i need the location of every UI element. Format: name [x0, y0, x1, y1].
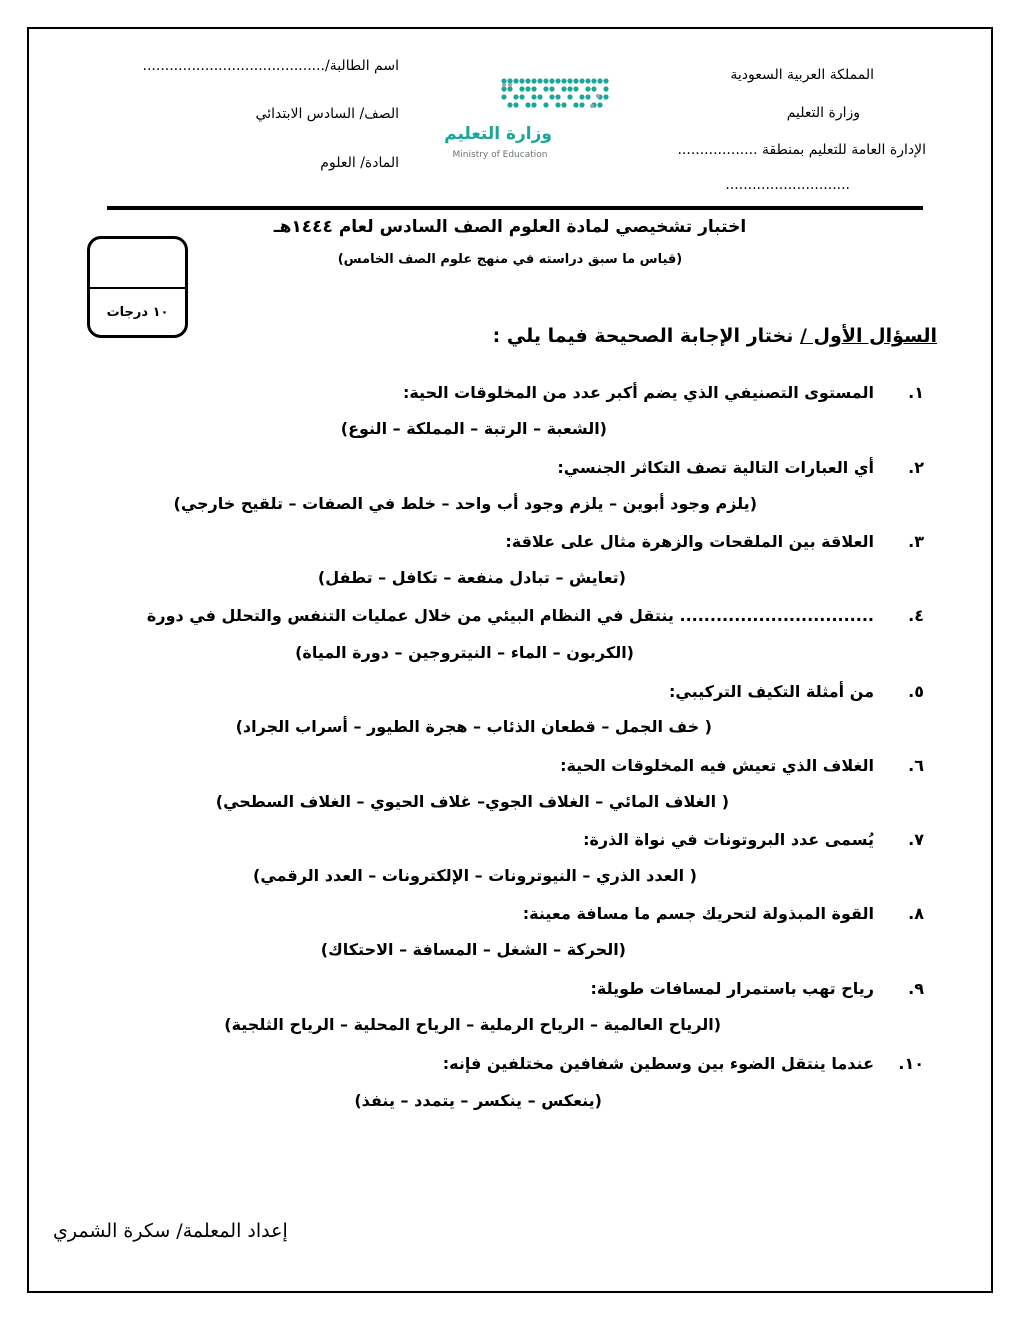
question-1-number: ١. [908, 383, 924, 402]
question-7-number: ٧. [908, 830, 924, 849]
header-rule [107, 206, 923, 210]
section-heading [493, 325, 937, 347]
logo-dot [603, 94, 608, 99]
logo-dot [507, 78, 512, 83]
logo-dot [501, 94, 506, 99]
logo-dot [561, 102, 566, 107]
question-3-number: ٣. [908, 532, 924, 551]
logo-dot [537, 78, 542, 83]
logo-dot [591, 78, 596, 83]
logo-dot [585, 78, 590, 83]
score-box-divider [90, 287, 185, 289]
exam-subtitle: (قياس ما سبق دراسته في منهج علوم الصف الخامس) [337, 252, 683, 267]
logo-dot [591, 86, 596, 91]
student-name-field: اسم الطالبة/......................................... [142, 58, 399, 74]
logo-dot [555, 102, 560, 107]
logo-dot [519, 94, 524, 99]
logo-dot [531, 86, 536, 91]
question-2-number: ٢. [908, 458, 924, 477]
logo-dot [597, 102, 602, 107]
logo-english-text: Ministry of Education [452, 150, 548, 160]
question-9-options: (الرياح العالمية – الرياح الرملية – الرياح المحلية – الرياح الثلجية) [224, 1015, 721, 1034]
logo-dot [519, 78, 524, 83]
logo-dot [537, 94, 542, 99]
logo-dot [507, 86, 512, 91]
score-label: ١٠ درجات [106, 305, 169, 320]
logo-dot [519, 86, 524, 91]
logo-dot [573, 78, 578, 83]
question-6-number: ٦. [908, 756, 924, 775]
question-4-options: (الكربون – الماء – النيتروجين – دورة المياة) [295, 643, 634, 662]
grade-label: الصف/ السادس الابتدائي [255, 106, 399, 122]
logo-dot [543, 86, 548, 91]
logo-dot [573, 86, 578, 91]
logo-dot [543, 102, 548, 107]
question-6-options: ( الغلاف المائي – الغلاف الجوي– غلاف الحيوي – الغلاف السطحي) [215, 792, 729, 811]
logo-dot [561, 78, 566, 83]
logo-arabic-text: وزارة التعليم [444, 124, 552, 144]
question-10-text: عندما ينتقل الضوء بين وسطين شفافين مختلفين فإنه: [442, 1054, 874, 1073]
logo-dot [531, 78, 536, 83]
ministry-of-education-logo [440, 76, 620, 166]
logo-dot [507, 102, 512, 107]
logo-dot [531, 102, 536, 107]
section-heading-instruction: نختار الإجابة الصحيحة فيما يلي : [492, 325, 800, 347]
question-3-text: العلاقة بين الملقحات والزهرة مثال على علاقة: [505, 532, 874, 551]
logo-dot [573, 102, 578, 107]
header-administration-dots: ............................ [725, 177, 850, 193]
logo-dot [549, 78, 554, 83]
question-3-options: (تعايش – تبادل منفعة – تكافل – تطفل) [317, 568, 626, 587]
question-1-text: المستوى التصنيفي الذي يضم أكبر عدد من المخلوقات الحية: [402, 383, 874, 402]
logo-dot [525, 86, 530, 91]
logo-dot [567, 86, 572, 91]
logo-dot [549, 94, 554, 99]
logo-dot [555, 94, 560, 99]
logo-dot [585, 94, 590, 99]
question-8-options: (الحركة – الشغل – المسافة – الاحتكاك) [320, 940, 626, 959]
question-7-options: ( العدد الذري – النيوترونات – الإلكترونات – العدد الرقمي) [253, 866, 697, 885]
question-5-number: ٥. [908, 682, 924, 701]
logo-dot [579, 94, 584, 99]
question-4-text: ................................ ينتقل في النظام البيئي من خلال عمليات التنفس والتحلل في دورة [146, 606, 874, 625]
logo-dot [531, 94, 536, 99]
question-2-options: (يلزم وجود أبوين – يلزم وجود أب واحد – خلط في الصفات – تلقيح خارجي) [173, 494, 757, 513]
header-ministry: وزارة التعليم [786, 105, 860, 121]
question-9-text: رياح تهب باستمرار لمسافات طويلة: [590, 979, 874, 998]
exam-title: اختبار تشخيصي لمادة العلوم الصف السادس لعام ١٤٤٤هـ [273, 217, 747, 237]
logo-dot [501, 86, 506, 91]
question-1-options: (الشعبة – الرتبة – المملكة – النوع) [340, 419, 607, 438]
question-6-text: الغلاف الذي تعيش فيه المخلوقات الحية: [560, 756, 874, 775]
question-4-number: ٤. [908, 606, 924, 625]
logo-dot [585, 86, 590, 91]
logo-dot [603, 78, 608, 83]
logo-dot [513, 94, 518, 99]
logo-dot [561, 86, 566, 91]
logo-dot [543, 78, 548, 83]
question-5-text: من أمثلة التكيف التركيبي: [668, 682, 874, 701]
subject-label: المادة/ العلوم [320, 155, 399, 171]
question-5-options: ( خف الجمل – قطعان الذئاب – هجرة الطيور – أسراب الجراد) [235, 717, 712, 736]
question-7-text: يُسمى عدد البروتونات في نواة الذرة: [583, 830, 874, 849]
prepared-by: إعداد المعلمة/ سكرة الشمري [53, 1220, 288, 1242]
logo-dot [603, 86, 608, 91]
logo-dot [525, 102, 530, 107]
question-10-options: (ينعكس – ينكسر – يتمدد – ينفذ) [354, 1091, 602, 1110]
logo-dot [525, 78, 530, 83]
header-country: المملكة العربية السعودية [730, 67, 874, 83]
question-8-text: القوة المبذولة لتحريك جسم ما مسافة معينة: [522, 904, 874, 923]
logo-dot [501, 78, 506, 83]
logo-dot [567, 94, 572, 99]
logo-dot [555, 78, 560, 83]
logo-dot [579, 78, 584, 83]
score-box [87, 236, 188, 338]
logo-dot [549, 86, 554, 91]
logo-dot [579, 102, 584, 107]
question-10-number: ١٠. [898, 1054, 924, 1073]
section-heading-label: السؤال الأول / [799, 325, 937, 347]
logo-dot [567, 78, 572, 83]
logo-dot [597, 78, 602, 83]
question-8-number: ٨. [908, 904, 924, 923]
header-administration: الإدارة العامة للتعليم بمنطقة .................. [677, 142, 926, 158]
logo-dot [513, 102, 518, 107]
logo-dot [513, 78, 518, 83]
question-9-number: ٩. [908, 979, 924, 998]
question-2-text: أي العبارات التالية تصف التكاثر الجنسي: [557, 458, 874, 477]
